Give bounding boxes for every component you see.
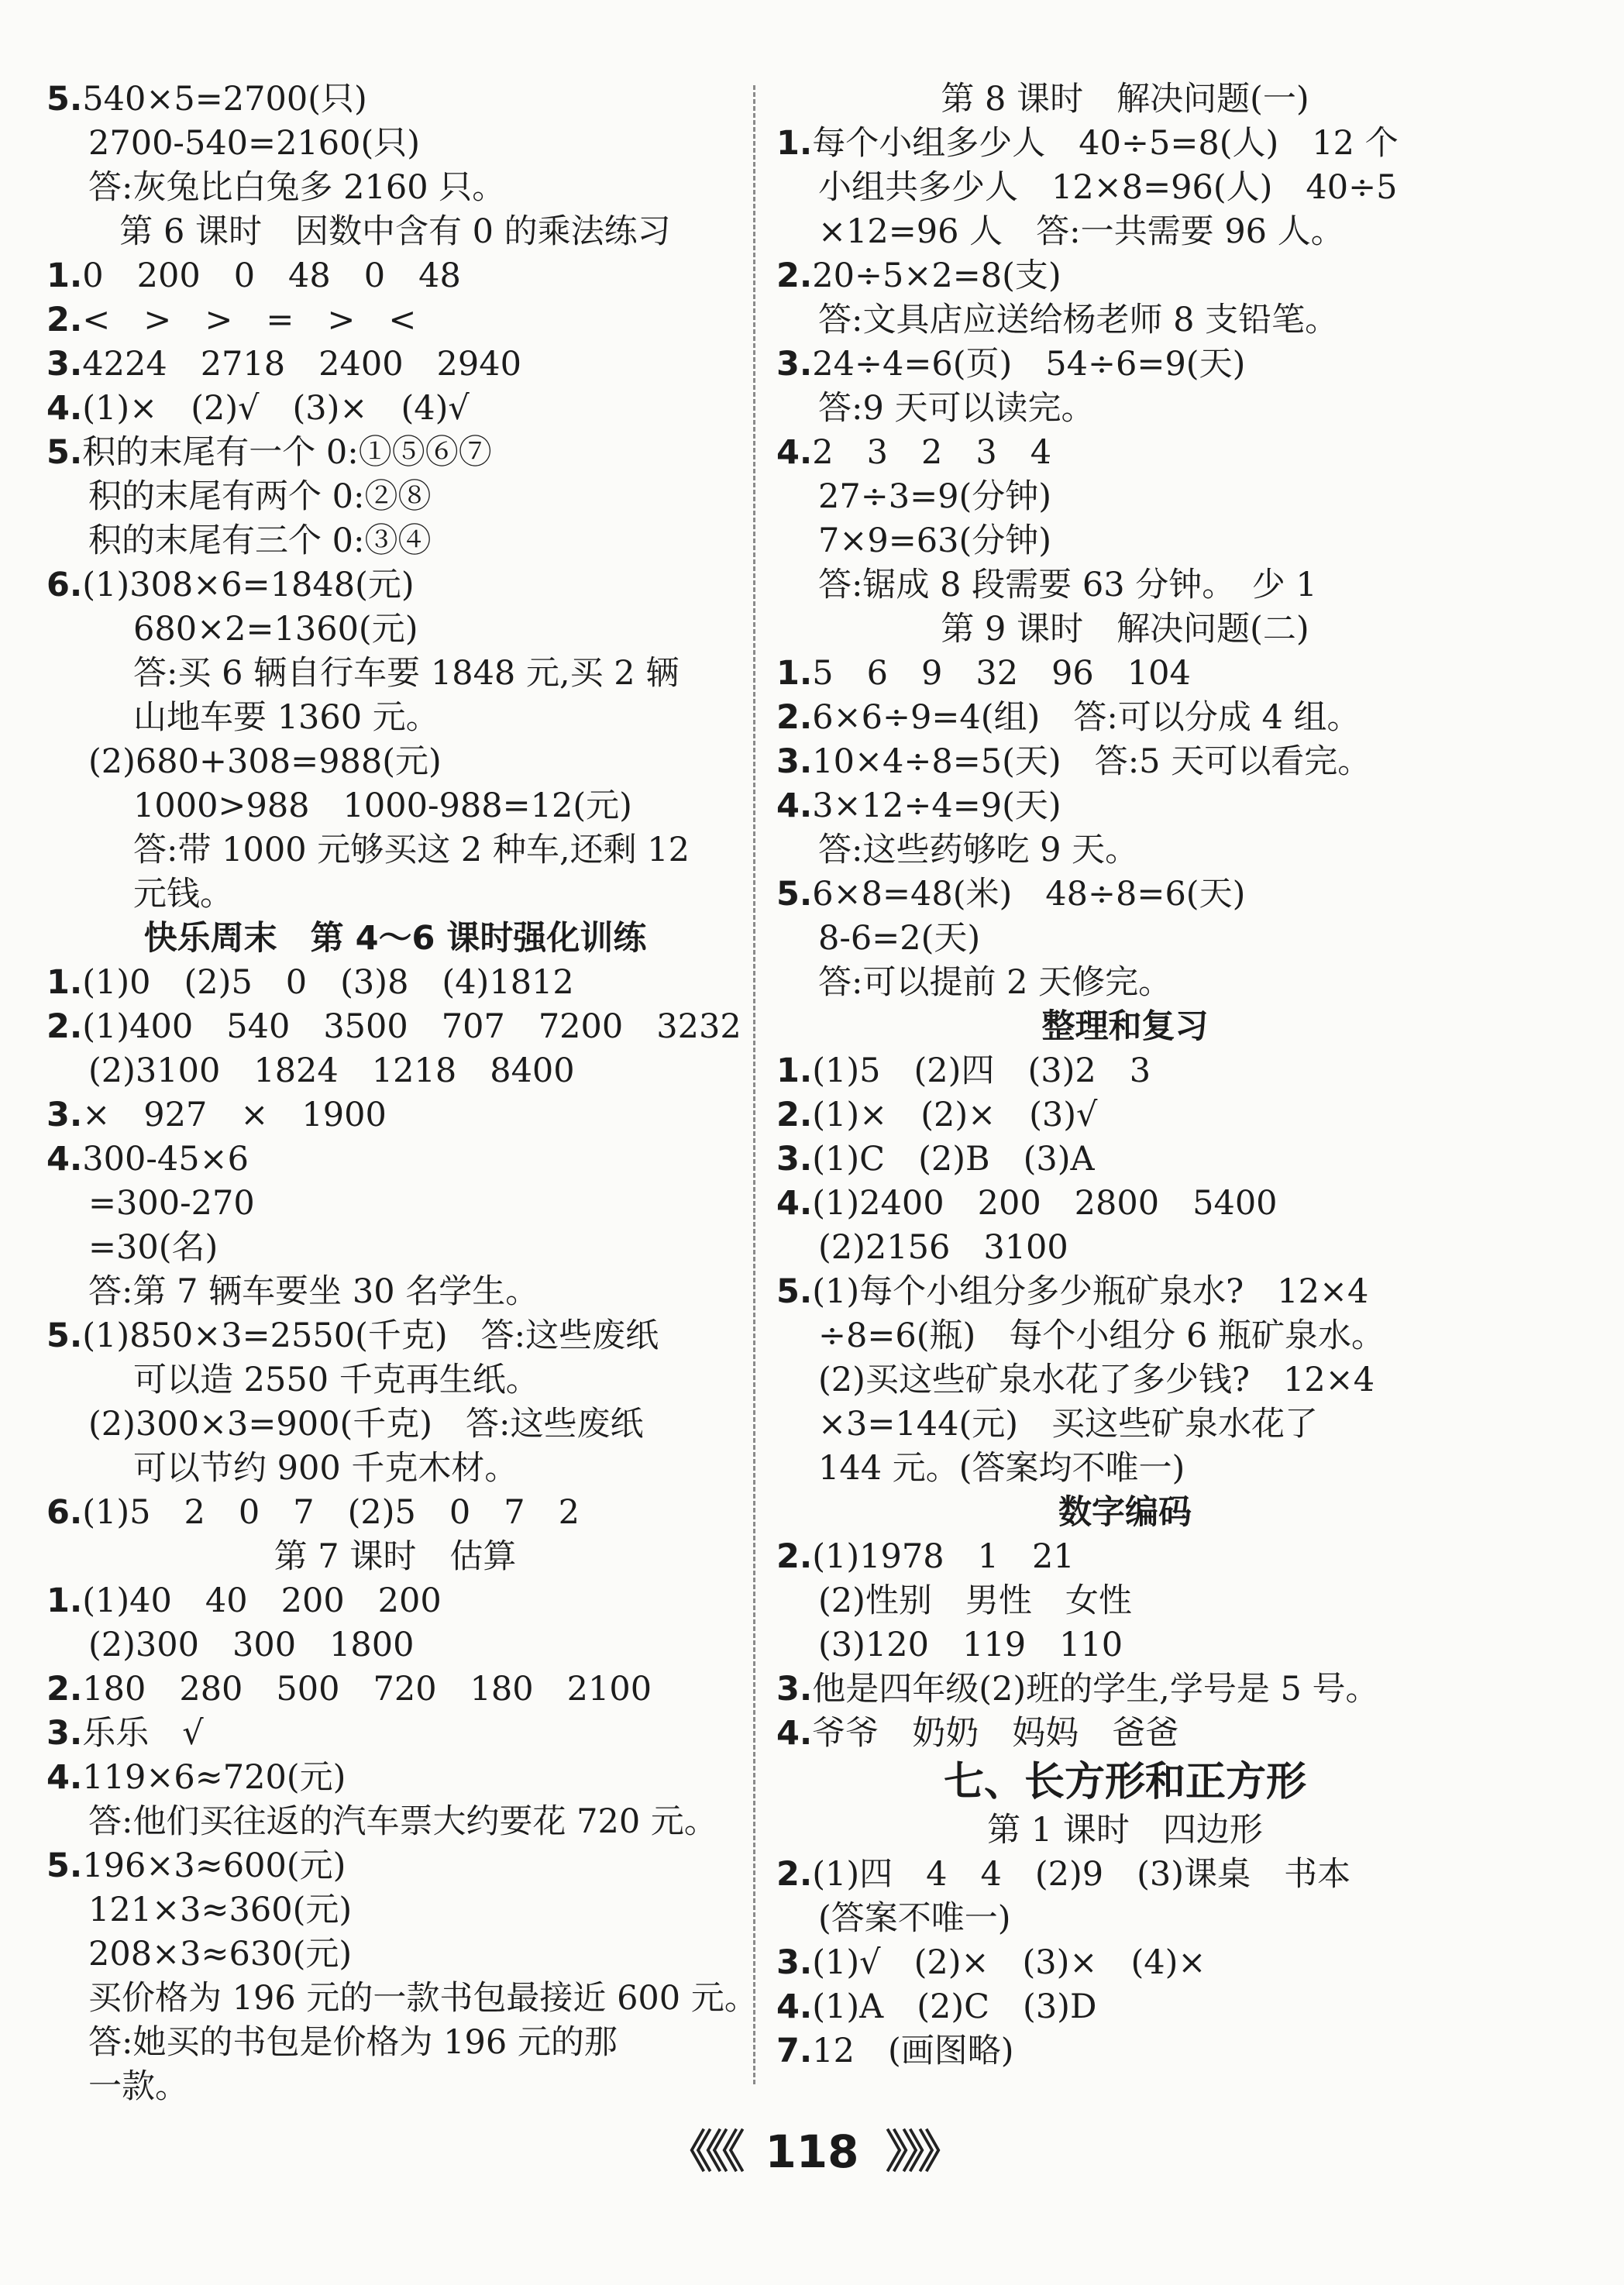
answer-text: (2)300×3=900(千克) 答:这些废纸 [88,1405,644,1444]
answer-line [46,1270,744,1314]
answer-line [46,1888,744,1932]
answer-line [46,122,744,166]
answer-text: 196×3≈600(元) [82,1846,346,1885]
answer-line [776,431,1474,475]
answer-text: 540×5=2700(只) [82,80,367,119]
answer-line [776,475,1474,519]
answer-text: 24÷4=6(页) 54÷6=9(天) [812,345,1246,384]
answer-line [776,872,1474,917]
answer-text: 积的末尾有一个 0:①⑤⑥⑦ [82,433,492,472]
answer-text: 5 6 9 32 96 104 [812,654,1191,693]
answer-text: × 927 × 1900 [82,1096,387,1134]
answer-text: 答:9 天可以读完。 [818,389,1095,428]
question-number: 1. [776,1051,813,1090]
answer-text: 每个小组多少人 40÷5=8(人) 12 个 [812,124,1399,163]
answer-text: =30(名) [88,1228,218,1267]
answer-text: 27÷3=9(分钟) [818,477,1052,516]
answer-text: (1)5 (2)四 (3)2 3 [812,1051,1151,1090]
answer-text: 山地车要 1360 元。 [133,698,439,737]
answer-line [46,961,744,1005]
question-number: 5. [776,875,813,914]
answer-text: 0 200 0 48 0 48 [82,256,461,295]
answer-line [776,1270,1474,1314]
question-number: 4. [776,1184,813,1223]
answer-text: 七、长方形和正方形 [943,1759,1306,1805]
answer-text: 乐乐 √ [82,1714,204,1753]
answer-text: (1)40 40 200 200 [82,1581,442,1620]
answer-text: 4224 2718 2400 2940 [82,345,521,384]
answer-line [776,342,1474,387]
answer-line [46,1402,744,1447]
answer-line [46,77,744,122]
answer-text: 答:文具店应送给杨老师 8 支铅笔。 [818,301,1339,339]
question-number: 4. [46,389,83,428]
answer-line [46,1712,744,1756]
answer-text: 第 9 课时 解决问题(二) [941,610,1309,649]
answer-line [46,784,744,828]
answer-line [46,1005,744,1049]
answer-text: (1)2400 200 2800 5400 [812,1184,1278,1223]
answer-line [776,1093,1474,1137]
answer-text: 20÷5×2=8(支) [812,256,1061,295]
answer-line [776,387,1474,431]
question-number: 4. [776,786,813,825]
answer-line [776,1535,1474,1579]
footer-right-bracket: 》》》 [885,2125,957,2178]
answer-text: (1)308×6=1848(元) [82,566,415,604]
chapter-heading [776,1756,1474,1808]
question-number: 3. [46,345,83,384]
lesson-heading [776,607,1474,652]
answer-text: 第 8 课时 解决问题(一) [941,80,1309,119]
answer-text: (3)120 119 110 [818,1626,1123,1664]
answer-text: (答案不唯一) [818,1899,1011,1938]
question-number: 6. [46,566,83,604]
answer-text: 积的末尾有两个 0:②⑧ [88,477,432,516]
answer-text: 2 3 2 3 4 [812,433,1052,472]
answer-line [46,431,744,475]
answer-text: 12 (画图略) [812,2032,1014,2070]
answer-text: 121×3≈360(元) [88,1891,353,1929]
answer-text: 2700-540=2160(只) [88,124,421,163]
answer-text: (1)1978 1 21 [812,1537,1075,1576]
answer-line [46,607,744,652]
answer-line [46,519,744,563]
answer-text: 答:带 1000 元够买这 2 种车,还剩 12 [133,831,690,869]
answer-line [776,1579,1474,1623]
answer-line [776,210,1474,254]
answer-text: 680×2=1360(元) [133,610,418,649]
question-number: 3. [776,1140,813,1179]
answer-line [46,563,744,607]
answer-text: 答:可以提前 2 天修完。 [818,963,1172,1002]
answer-line [46,828,744,872]
answer-line [776,1623,1474,1667]
answer-line [776,1402,1474,1447]
answer-text: 6×6÷9=4(组) 答:可以分成 4 组。 [812,698,1361,737]
answer-text: 答:第 7 辆车要坐 30 名学生。 [88,1272,539,1311]
question-number: 3. [46,1096,83,1134]
answer-line [776,519,1474,563]
answer-text: (1)A (2)C (3)D [812,1987,1097,2026]
question-number: 1. [776,124,813,163]
answer-text: 快乐周末 第 4～6 课时强化训练 [143,919,647,958]
question-number: 2. [46,1670,83,1709]
answer-text: 1000>988 1000-988=12(元) [133,786,632,825]
answer-line [776,2029,1474,2073]
answer-line [776,1667,1474,1712]
question-number: 4. [46,1140,83,1179]
answer-line [776,1897,1474,1941]
answer-line [776,696,1474,740]
answer-text: ×12=96 人 答:一共需要 96 人。 [818,212,1344,251]
answer-line [46,1932,744,1977]
question-number: 2. [46,301,83,339]
question-number: 2. [776,1537,813,1576]
answer-line [46,254,744,298]
answer-text: (1)400 540 3500 707 7200 3232 [82,1007,741,1046]
answer-text: 答:这些药够吃 9 天。 [818,831,1139,869]
answer-text: (2)2156 3100 [818,1228,1068,1267]
answer-text: (1)0 (2)5 0 (3)8 (4)1812 [82,963,574,1002]
answer-text: ÷8=6(瓶) 每个小组分 6 瓶矿泉水。 [818,1316,1385,1355]
question-number: 1. [46,963,83,1002]
answer-line [776,1137,1474,1182]
answer-text: 整理和复习 [1041,1007,1209,1046]
answer-line [776,740,1474,784]
answer-text: 3×12÷4=9(天) [812,786,1061,825]
answer-line [46,1447,744,1491]
answer-text: 一款。 [88,2067,188,2106]
answer-line [776,298,1474,342]
answer-line [46,2021,744,2065]
answer-text: 元钱。 [133,875,233,914]
answer-text: =300-270 [88,1184,255,1223]
answer-line [46,1977,758,2021]
answer-text: (1)每个小组分多少瓶矿泉水? 12×4 [812,1272,1369,1311]
answer-text: (2)性别 男性 女性 [818,1581,1132,1620]
answer-text: 8-6=2(天) [818,919,981,958]
answer-text: (1)四 4 4 (2)9 (3)课桌 书本 [812,1855,1351,1894]
question-number: 5. [46,433,83,472]
answer-text: 180 280 500 720 180 2100 [82,1670,652,1709]
page-footer [0,2115,1624,2180]
answer-text: 答:买 6 辆自行车要 1848 元,买 2 辆 [133,654,680,693]
answer-line [776,563,1474,607]
column-divider [753,85,755,2084]
lesson-heading [776,1808,1474,1853]
answer-line [46,1049,744,1093]
question-number: 2. [776,1096,813,1134]
left-column [46,77,758,2109]
answer-text: 积的末尾有三个 0:③④ [88,521,432,560]
answer-text: 6×8=48(米) 48÷8=6(天) [812,875,1246,914]
answer-line [46,1579,744,1623]
answer-text: (1)× (2)× (3)√ [812,1096,1098,1134]
question-number: 5. [46,1316,83,1355]
lesson-heading [776,77,1474,122]
section-heading [46,917,744,961]
answer-text: 第 6 课时 因数中含有 0 的乘法练习 [119,212,671,251]
lesson-heading [46,1535,744,1579]
answer-text: 7×9=63(分钟) [818,521,1052,560]
question-number: 3. [776,1943,813,1982]
answer-line [776,1941,1474,1985]
question-number: 1. [46,256,83,295]
answer-line [46,1182,744,1226]
answer-line [776,1712,1474,1756]
answer-line [46,1358,744,1402]
question-number: 4. [776,433,813,472]
answer-text: (2)买这些矿泉水花了多少钱? 12×4 [818,1361,1375,1399]
answer-line [46,166,744,210]
answer-line [776,1226,1474,1270]
answer-text: 爷爷 奶奶 妈妈 爸爸 [812,1714,1179,1753]
question-number: 1. [776,654,813,693]
answer-text: 他是四年级(2)班的学生,学号是 5 号。 [812,1670,1379,1709]
answer-text: (1)C (2)B (3)A [812,1140,1095,1179]
question-number: 3. [776,1670,813,1709]
answer-line [776,166,1474,210]
answer-line [776,652,1474,696]
answer-text: 可以节约 900 千克木材。 [133,1449,518,1488]
question-number: 3. [776,345,813,384]
answer-text: 买价格为 196 元的一款书包最接近 600 元。 [88,1979,758,2018]
answer-line [776,1182,1474,1226]
answer-line [46,872,744,917]
answer-text: 数字编码 [1058,1493,1192,1532]
answer-text: 小组共多少人 12×8=96(人) 40÷5 [818,168,1398,207]
question-number: 5. [46,80,83,119]
answer-line [776,828,1474,872]
answer-text: (2)680+308=988(元) [88,742,442,781]
question-number: 3. [46,1714,83,1753]
answer-text: ×3=144(元) 买这些矿泉水花了 [818,1405,1319,1444]
answer-text: (2)3100 1824 1218 8400 [88,1051,575,1090]
answer-text: 208×3≈630(元) [88,1935,353,1974]
question-number: 3. [776,742,813,781]
answer-text: 答:锯成 8 段需要 63 分钟。 少 1 [818,566,1317,604]
answer-line [46,1756,744,1800]
answer-text: (1)5 2 0 7 (2)5 0 7 2 [82,1493,580,1532]
answer-text: 答:她买的书包是价格为 196 元的那 [88,2023,618,2062]
answer-line [46,1093,744,1137]
answer-line [776,254,1474,298]
answer-line [46,1800,744,1844]
answer-line [776,917,1474,961]
question-number: 2. [46,1007,83,1046]
question-number: 2. [776,1855,813,1894]
section-heading [776,1005,1474,1049]
answer-line [46,2065,744,2109]
question-number: 1. [46,1581,83,1620]
lesson-heading [46,210,744,254]
answer-line [776,961,1474,1005]
answer-line [776,1049,1474,1093]
answer-line [46,1314,744,1358]
answer-text: < > > = > < [82,301,417,339]
section-heading [776,1491,1474,1535]
right-column [776,77,1474,2073]
answer-line [776,122,1474,166]
answer-line [46,298,744,342]
answer-line [46,1226,744,1270]
answer-line [776,1853,1474,1897]
answer-text: (2)300 300 1800 [88,1626,415,1664]
question-number: 6. [46,1493,83,1532]
answer-line [776,1314,1474,1358]
answer-line [46,1844,744,1888]
answer-text: (1)√ (2)× (3)× (4)× [812,1943,1206,1982]
answer-text: 144 元。(答案均不唯一) [818,1449,1185,1488]
question-number: 7. [776,2032,813,2070]
answer-text: 答:他们买往返的汽车票大约要花 720 元。 [88,1802,717,1841]
answer-line [776,1447,1474,1491]
question-number: 2. [776,698,813,737]
answer-line [46,652,744,696]
question-number: 4. [776,1987,813,2026]
answer-line [776,1985,1474,2029]
answer-text: 答:灰兔比白兔多 2160 只。 [88,168,506,207]
answer-line [776,784,1474,828]
answer-text: 可以造 2550 千克再生纸。 [133,1361,539,1399]
question-number: 5. [776,1272,813,1311]
question-number: 4. [46,1758,83,1797]
question-number: 2. [776,256,813,295]
answer-text: 第 7 课时 估算 [274,1537,517,1576]
question-number: 5. [46,1846,83,1885]
answer-text: (1)850×3=2550(千克) 答:这些废纸 [82,1316,659,1355]
answer-line [776,1358,1474,1402]
answer-line [46,1623,744,1667]
question-number: 4. [776,1714,813,1753]
answer-text: 第 1 课时 四边形 [987,1811,1263,1850]
answer-line [46,1491,744,1535]
answer-text: 300-45×6 [82,1140,249,1179]
answer-line [46,1137,744,1182]
answer-text: 119×6≈720(元) [82,1758,346,1797]
answer-line [46,1667,744,1712]
answer-line [46,696,744,740]
answer-text: 10×4÷8=5(天) 答:5 天可以看完。 [812,742,1371,781]
answer-line [46,387,744,431]
answer-line [46,740,744,784]
answer-line [46,475,744,519]
page-number: 118 [765,2125,859,2178]
answer-line [46,342,744,387]
answer-text: (1)× (2)√ (3)× (4)√ [82,389,470,428]
footer-left-bracket: 《《《 [667,2125,739,2178]
